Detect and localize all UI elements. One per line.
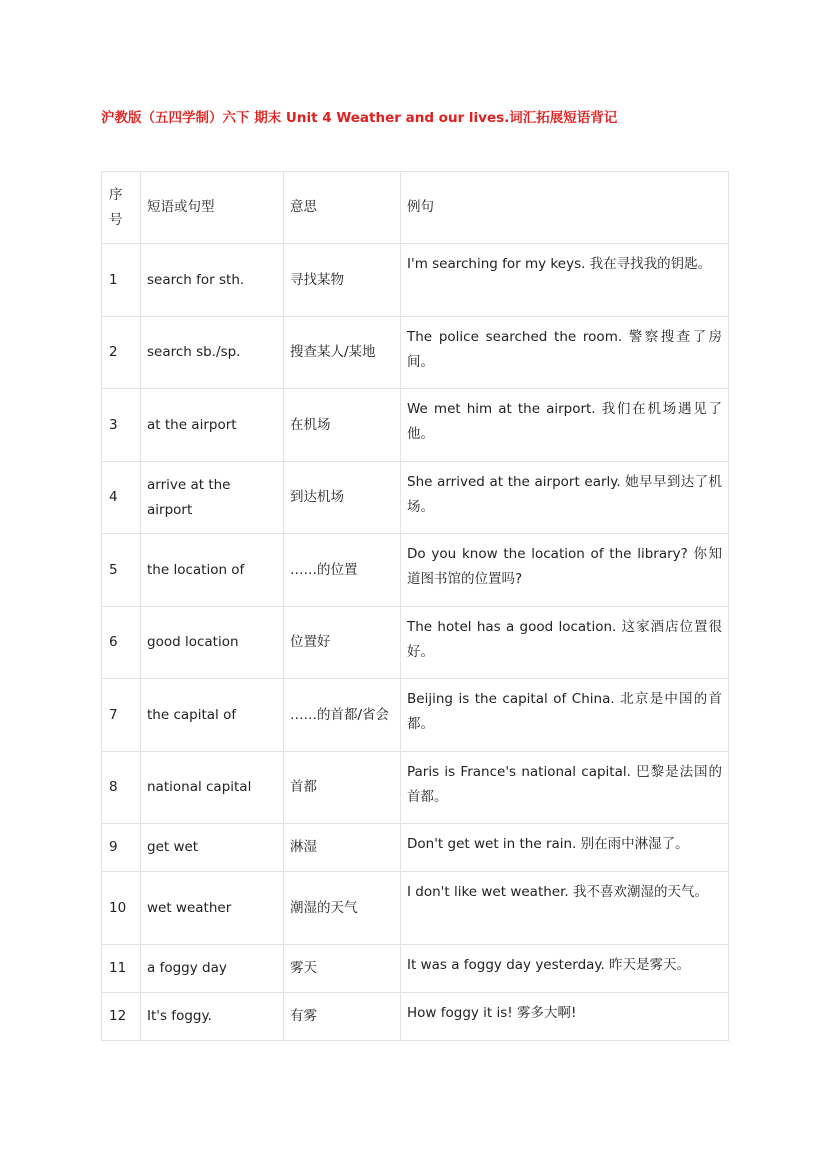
row-number: 2 [102,317,141,389]
row-number: 12 [102,993,141,1041]
row-meaning: 雾天 [284,945,401,993]
row-meaning: ……的位置 [284,534,401,607]
row-number: 11 [102,945,141,993]
row-number: 1 [102,244,141,317]
row-phrase: get wet [141,824,284,872]
row-meaning: 到达机场 [284,462,401,534]
row-example: Beijing is the capital of China. 北京是中国的首都。 [401,679,729,752]
table-header-row [102,172,729,244]
table-row [102,945,729,993]
row-meaning: 在机场 [284,389,401,462]
row-example: I'm searching for my keys. 我在寻找我的钥匙。 [401,244,729,317]
table-row [102,462,729,534]
table-row [102,752,729,824]
row-meaning: 淋湿 [284,824,401,872]
row-meaning: ……的首都/省会 [284,679,401,752]
row-number: 8 [102,752,141,824]
vocabulary-table [101,171,729,1041]
row-number: 9 [102,824,141,872]
row-example: Do you know the location of the library? 你知道图书馆的位置吗? [401,534,729,607]
row-example: The hotel has a good location. 这家酒店位置很好。 [401,607,729,679]
row-example: We met him at the airport. 我们在机场遇见了他。 [401,389,729,462]
row-meaning: 首都 [284,752,401,824]
row-example: How foggy it is! 雾多大啊! [401,993,729,1041]
row-number: 4 [102,462,141,534]
row-example: She arrived at the airport early. 她早早到达了机场。 [401,462,729,534]
row-example: The police searched the room. 警察搜查了房间。 [401,317,729,389]
row-number: 6 [102,607,141,679]
row-meaning: 潮湿的天气 [284,872,401,945]
row-number: 7 [102,679,141,752]
table-row [102,679,729,752]
row-number: 5 [102,534,141,607]
row-meaning: 搜查某人/某地 [284,317,401,389]
table-row [102,872,729,945]
row-meaning: 有雾 [284,993,401,1041]
row-phrase: the location of [141,534,284,607]
table-row [102,824,729,872]
row-example: Paris is France's national capital. 巴黎是法国的首都。 [401,752,729,824]
table-row [102,607,729,679]
row-phrase: the capital of [141,679,284,752]
row-example: I don't like wet weather. 我不喜欢潮湿的天气。 [401,872,729,945]
document-title: 沪教版（五四学制）六下 期末 Unit 4 Weather and our lives.词汇拓展短语背记 [101,110,618,126]
row-phrase: It's foggy. [141,993,284,1041]
row-phrase: arrive at the airport [141,462,284,534]
row-number: 3 [102,389,141,462]
table-row [102,317,729,389]
header-meaning: 意思 [284,172,401,244]
row-phrase: at the airport [141,389,284,462]
header-example: 例句 [401,172,729,244]
row-phrase: search for sth. [141,244,284,317]
row-phrase: national capital [141,752,284,824]
table-row [102,993,729,1041]
row-phrase: a foggy day [141,945,284,993]
row-meaning: 位置好 [284,607,401,679]
row-phrase: good location [141,607,284,679]
header-phrase: 短语或句型 [141,172,284,244]
table-row [102,244,729,317]
row-example: Don't get wet in the rain. 别在雨中淋湿了。 [401,824,729,872]
row-example: It was a foggy day yesterday. 昨天是雾天。 [401,945,729,993]
row-phrase: wet weather [141,872,284,945]
row-phrase: search sb./sp. [141,317,284,389]
row-number: 10 [102,872,141,945]
header-number: 序号 [102,172,141,244]
table-body [102,244,729,1041]
table-row [102,534,729,607]
table-row [102,389,729,462]
row-meaning: 寻找某物 [284,244,401,317]
